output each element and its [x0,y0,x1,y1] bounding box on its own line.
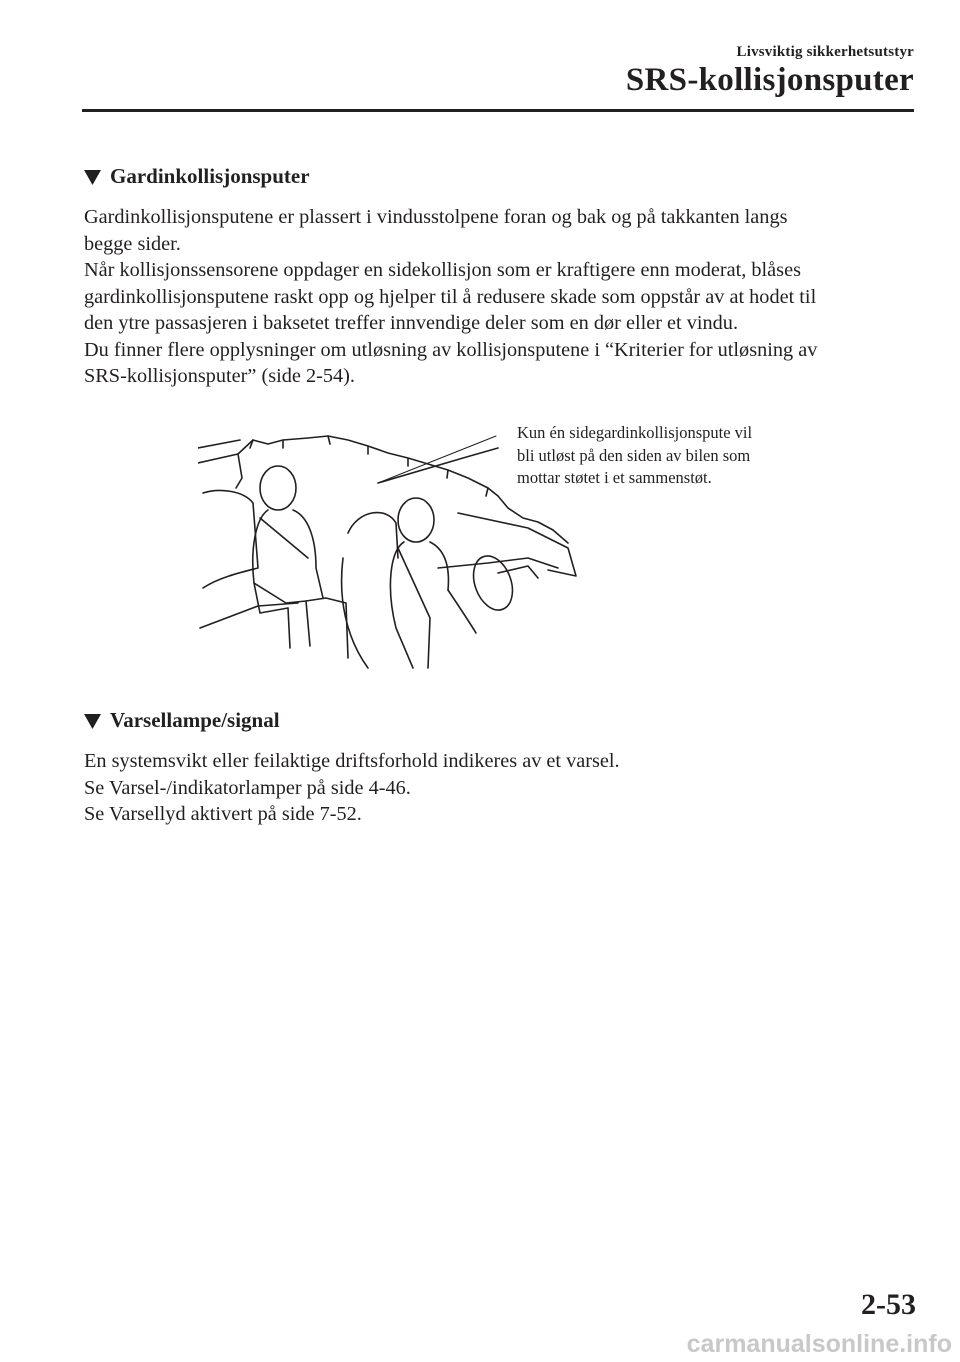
page-number: 2-53 [861,1288,916,1321]
curtain-airbag-text [84,204,914,390]
callout-line: mottar støtet i et sammenstøt. [517,468,712,487]
callout-line: Kun én sidegardinkollisjonspute vil [517,423,753,442]
down-triangle-icon [84,169,101,185]
warning-light-heading [84,708,280,733]
down-triangle-icon [84,713,101,729]
text-line: Gardinkollisjonsputene er plassert i vindusstolpene foran og bak og på takkanten langs [84,206,788,228]
section-title: SRS-kollisjonsputer [625,62,914,98]
heading-text: Gardinkollisjonsputer [110,164,310,188]
text-line: SRS-kollisjonsputer” (side 2-54). [84,365,355,387]
illustration-callout [517,422,817,490]
header-divider [82,109,914,112]
text-line: begge sider. [84,232,181,255]
text-line: gardinkollisjonsputene raskt opp og hjelper til å redusere skade som oppstår av at hodet til [84,285,817,308]
text-line: En systemsvikt eller feilaktige driftsforhold indikeres av et varsel. [84,750,620,772]
callout-line: bli utløst på den siden av bilen som [517,445,751,465]
text-line: Se Varsellyd aktivert på side 7-52. [84,803,362,825]
text-line: Når kollisjonssensorene oppdager en sidekollisjon som er kraftigere enn moderat, blåses [84,259,801,281]
warning-light-text [84,748,914,828]
text-line: Du finner flere opplysninger om utløsning av kollisjonsputene i “Kriterier for utløsning av [84,338,818,361]
heading-text: Varsellampe/signal [110,708,280,732]
watermark: carmanualsonline.info [686,1330,952,1358]
chapter-title: Livsviktig sikkerhetsutstyr [736,44,914,60]
text-line: Se Varsel-/indikatorlamper på side 4-46. [84,776,411,799]
text-line: den ytre passasjeren i baksetet treffer innvendige deler som en dør eller et vindu. [84,312,739,334]
curtain-airbag-heading [84,164,310,189]
